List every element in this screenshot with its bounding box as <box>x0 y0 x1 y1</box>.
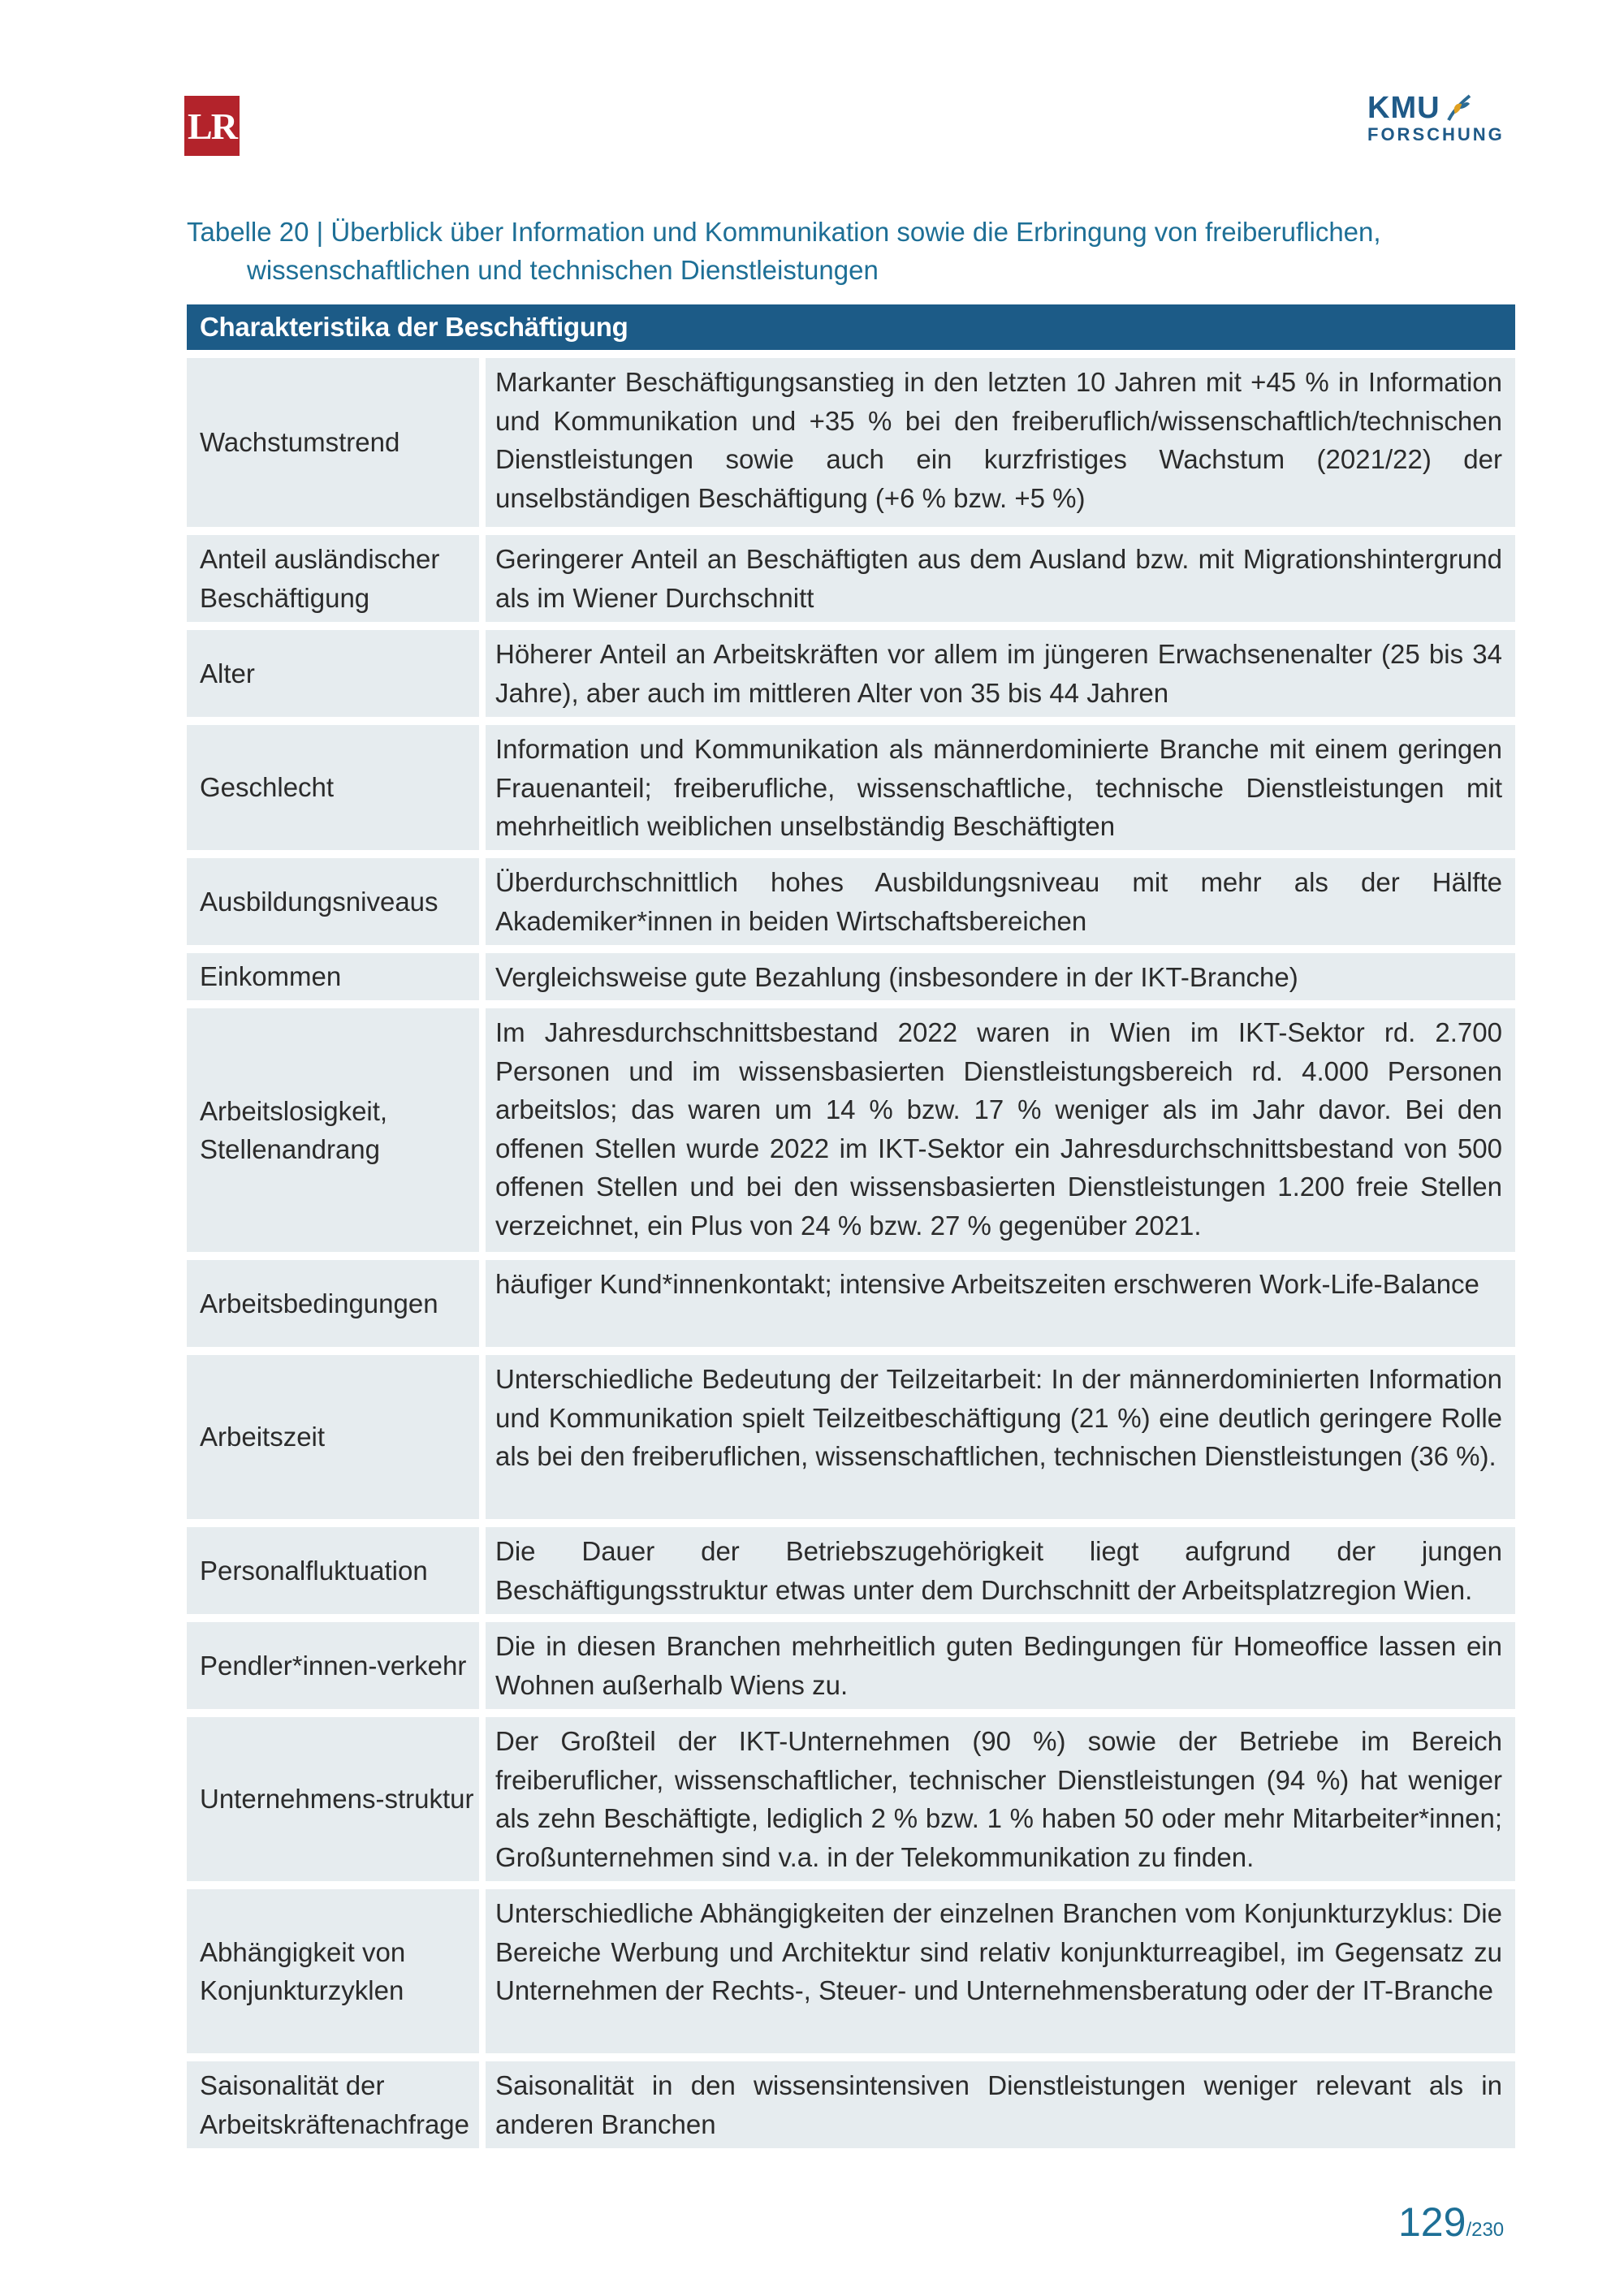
table-row <box>187 1355 1515 1519</box>
row-text: Die in diesen Branchen mehrheitlich guten Bedingungen für Homeoffice lassen ein Wohnen außerhalb Wiens zu. <box>495 1631 1502 1700</box>
page-current: 129 <box>1398 2199 1466 2245</box>
row-label: Geschlecht <box>200 772 335 803</box>
row-label: Arbeitsbedingungen <box>200 1288 438 1318</box>
table-row <box>187 953 1515 1000</box>
row-text: Die Dauer der Betriebszugehörigkeit liegt aufgrund der jungen Beschäftigungsstruktur etwas unter dem Durchschnitt der Arbeitsplatzregion Wien. <box>495 1536 1502 1605</box>
row-label: Wachstumstrend <box>200 427 400 458</box>
table-row <box>187 1717 1515 1881</box>
row-text: Höherer Anteil an Arbeitskräften vor allem im jüngeren Erwachsenenalter (25 bis 34 Jahre), aber auch im mittleren Alter von 35 bis 44 Jahren <box>495 639 1502 708</box>
row-label: Einkommen <box>200 961 342 992</box>
kmu-logo-text: KMU <box>1367 91 1440 125</box>
row-text: Markanter Beschäftigungsanstieg in den letzten 10 Jahren mit +45 % in Information und Kommunikation und +35 % bei den freiberuflich/wissenschaftlich/technischen Dienstleistungen sowie auch ein kurzfristiges Wachstum (2021/22) der unselbständigen Beschäftigung (+6 % bzw. +5 %) <box>495 367 1502 513</box>
row-label: Arbeitszeit <box>200 1422 326 1452</box>
table-row <box>187 2061 1515 2148</box>
table-row <box>187 1622 1515 1709</box>
row-label: Alter <box>200 658 255 688</box>
row-text: Information und Kommunikation als männerdominierte Branche mit einem geringen Frauenanteil; freiberufliche, wissenschaftliche, technische Dienstleistungen mit mehrheitlich weiblichen unselbständig Beschäftigten <box>495 734 1502 841</box>
page-number <box>1398 2199 1504 2246</box>
lr-logo <box>184 96 240 156</box>
row-label: Arbeitslosigkeit, Stellenandrang <box>200 1095 388 1164</box>
table-row <box>187 535 1515 622</box>
table-row <box>187 1889 1515 2053</box>
row-text: Vergleichsweise gute Bezahlung (insbesondere in der IKT-Branche) <box>495 962 1298 992</box>
row-text: Geringerer Anteil an Beschäftigten aus dem Ausland bzw. mit Migrationshintergrund als im Wiener Durchschnitt <box>495 544 1502 613</box>
row-label: Saisonalität der Arbeitskräftenachfrage <box>200 2070 470 2139</box>
row-text: Unterschiedliche Abhängigkeiten der einzelnen Branchen vom Konjunkturzyklus: Die Bereiche Werbung und Architektur sind relativ konjunkturreagibel, im Gegensatz zu Unternehmen der Rechts-, Steuer- und Unternehmensberatung oder der IT-Branche <box>495 1898 1502 2005</box>
row-label: Unternehmens-struktur <box>200 1784 474 1815</box>
characteristics-table <box>187 304 1515 2148</box>
table-row <box>187 1008 1515 1252</box>
forschung-logo-text: FORSCHUNG <box>1367 124 1505 145</box>
caption-line-1: Tabelle 20 | Überblick über Information und Kommunikation sowie die Erbringung von freiberuflichen, <box>187 217 1381 247</box>
table-caption <box>187 213 1518 289</box>
table-header: Charakteristika der Beschäftigung <box>187 304 1515 350</box>
row-text: Der Großteil der IKT-Unternehmen (90 %) sowie der Betriebe im Bereich freiberuflicher, wissenschaftlicher, technischer Dienstleistungen (94 %) hat weniger als zehn Beschäftigte, lediglich 2 % bzw. 1 % haben 50 oder mehr Mitarbeiter*innen; Großunternehmen sind v.a. in der Telekommunikation zu finden. <box>495 1726 1502 1872</box>
row-text: häufiger Kund*innenkontakt; intensive Arbeitszeiten erschweren Work-Life-Balance <box>495 1269 1479 1299</box>
table-row <box>187 358 1515 527</box>
row-text: Saisonalität in den wissensintensiven Dienstleistungen weniger relevant als in anderen Branchen <box>495 2070 1502 2139</box>
table-row <box>187 858 1515 945</box>
row-text: Unterschiedliche Bedeutung der Teilzeitarbeit: In der männerdominierten Information und Kommunikation spielt Teilzeitbeschäftigung (21 %) eine deutlich geringere Rolle als bei den freiberuflichen, wissenschaftlichen, technischen Dienstleistungen (36 %). <box>495 1364 1502 1471</box>
table-row <box>187 1260 1515 1347</box>
row-label: Abhängigkeit von Konjunkturzyklen <box>200 1936 406 2005</box>
kmu-forschung-logo <box>1367 91 1505 156</box>
table-row <box>187 725 1515 850</box>
table-row <box>187 1527 1515 1614</box>
row-label: Anteil ausländischer Beschäftigung <box>200 544 440 613</box>
row-text: Überdurchschnittlich hohes Ausbildungsniveau mit mehr als der Hälfte Akademiker*innen in beiden Wirtschaftsbereichen <box>495 867 1502 936</box>
caption-line-2: wissenschaftlichen und technischen Dienstleistungen <box>247 255 879 285</box>
page-total: /230 <box>1466 2219 1505 2241</box>
row-label: Pendler*innen-verkehr <box>200 1650 467 1681</box>
leaf-icon <box>1444 93 1473 125</box>
table-row <box>187 630 1515 717</box>
lr-logo-text: LR <box>188 105 236 147</box>
row-label: Personalfluktuation <box>200 1555 428 1586</box>
row-text: Im Jahresdurchschnittsbestand 2022 waren in Wien im IKT-Sektor rd. 2.700 Personen und im wissensbasierten Dienstleistungsbereich rd. 4.000 Personen arbeitslos; das waren um 14 % bzw. 17 % weniger als im Jahr davor. Bei den offenen Stellen wurde 2022 im IKT-Sektor ein Jahresdurchschnittsbestand von 500 offenen Stellen und bei den wissensbasierten Dienstleistungen 1.200 freie Stellen verzeichnet, ein Plus von 24 % bzw. 27 % gegenüber 2021. <box>495 1017 1502 1241</box>
row-label: Ausbildungsniveaus <box>200 886 438 917</box>
